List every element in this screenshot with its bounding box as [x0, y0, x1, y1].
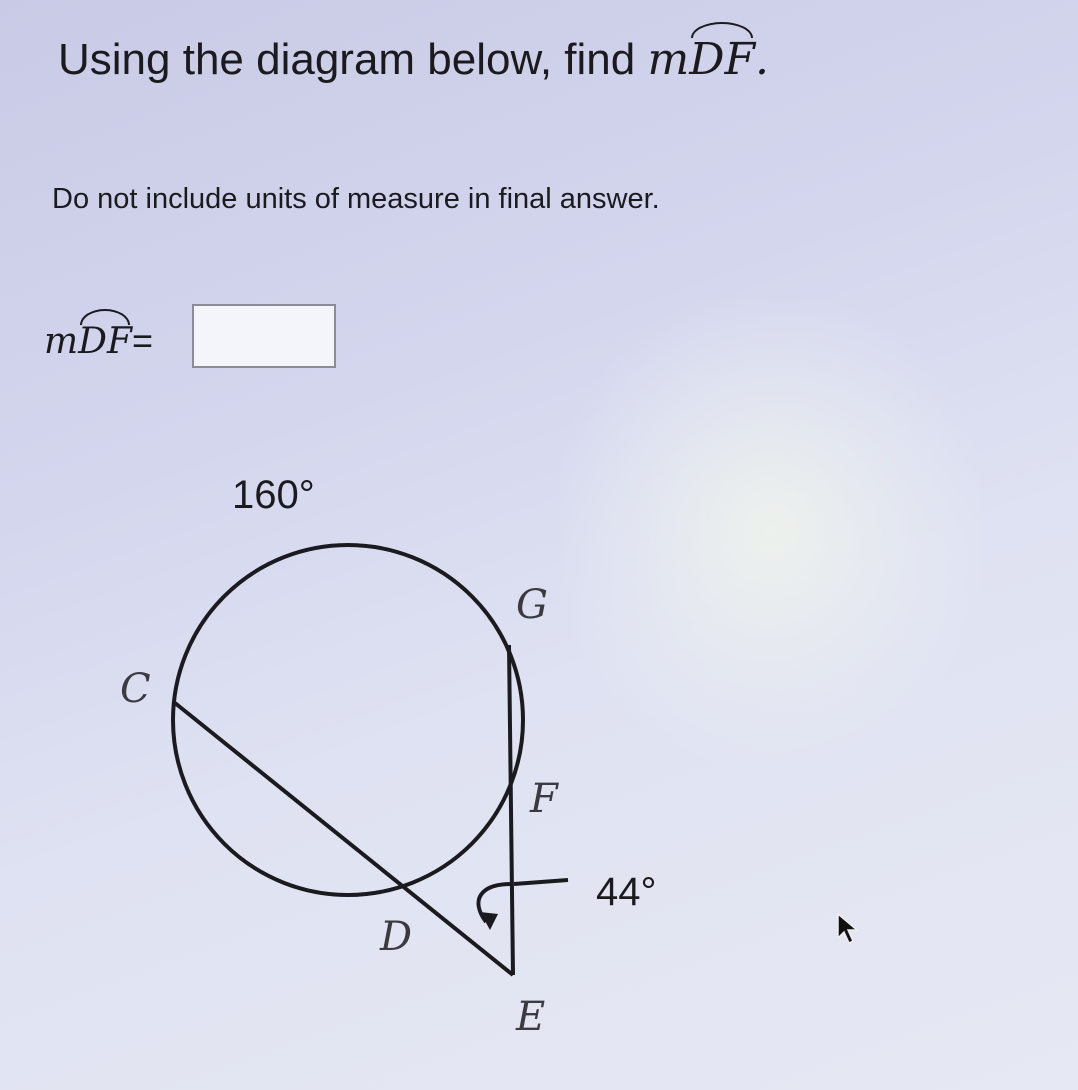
- point-d-label: D: [380, 914, 413, 960]
- mouse-cursor-icon: [836, 912, 864, 946]
- point-c-label: C: [120, 666, 151, 712]
- question-m: m: [647, 34, 690, 85]
- answer-arc: DF: [78, 321, 132, 363]
- question-suffix: .: [755, 34, 769, 85]
- question-prefix: Using the diagram below, find: [58, 35, 648, 84]
- angle-measure-label: 44°: [596, 870, 657, 914]
- point-f-label: F: [530, 776, 558, 822]
- point-g-label: G: [516, 582, 548, 628]
- question-arc: DF: [689, 34, 755, 85]
- secant-gf-e: [509, 645, 513, 975]
- angle-pointer-line: [514, 880, 568, 884]
- secant-cd-e: [175, 703, 513, 975]
- answer-m: m: [44, 321, 79, 363]
- arc-measure-label: 160°: [232, 473, 315, 517]
- arrow-head: [480, 912, 498, 930]
- point-e-label: E: [516, 994, 546, 1040]
- answer-equals: =: [131, 320, 154, 362]
- instruction-text: Do not include units of measure in final answer.: [52, 183, 660, 215]
